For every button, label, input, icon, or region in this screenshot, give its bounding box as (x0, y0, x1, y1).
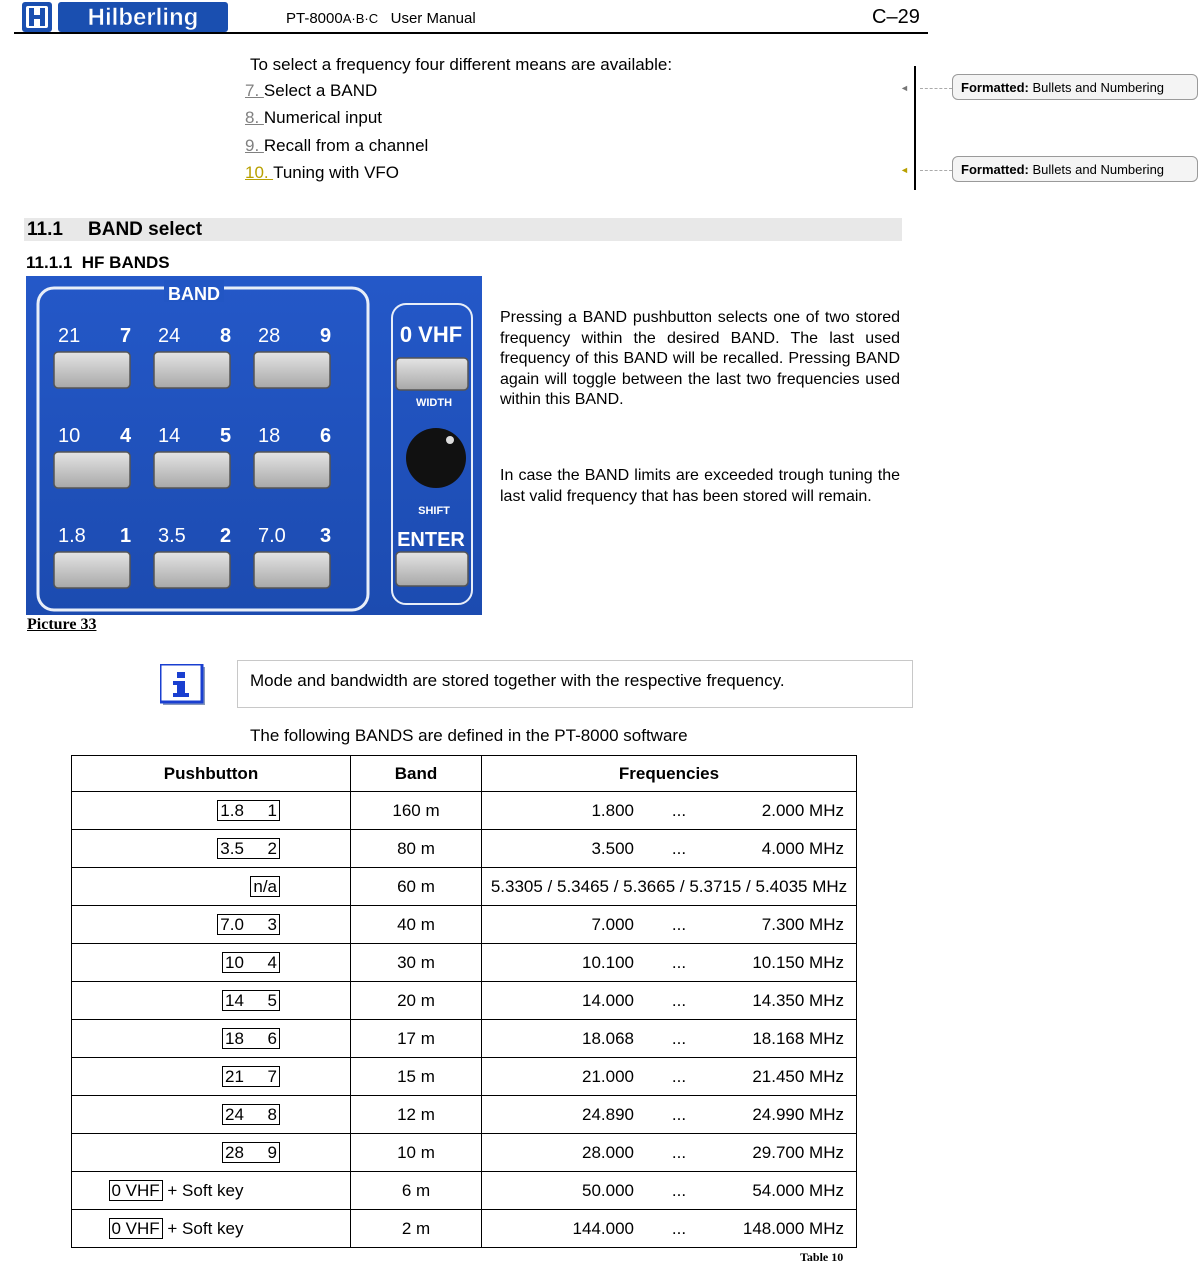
band-button-number: 6 (320, 425, 332, 447)
table-row (72, 1210, 857, 1248)
table-row (72, 906, 857, 944)
frequency-cell: 5.3305 / 5.3465 / 5.3665 / 5.3715 / 5.4035 MHz (482, 868, 857, 906)
band-panel-photo (26, 276, 482, 615)
frequency-cell (482, 1134, 857, 1172)
band-button-label: 10 (58, 425, 81, 447)
frequency-cell (482, 944, 857, 982)
pushbutton-cell (72, 868, 351, 906)
table-row (72, 1058, 857, 1096)
frequency-hi: 10.150 MHz (752, 952, 844, 972)
band-button-label: 3.5 (158, 525, 186, 547)
table-caption: Table 10 (800, 1250, 844, 1264)
band-button-number: 5 (220, 425, 232, 447)
pushbutton-cell (72, 830, 351, 868)
frequency-dots: ... (671, 838, 687, 858)
frequency-cell (482, 1096, 857, 1134)
frequency-dots: ... (671, 990, 687, 1010)
enter-button (396, 552, 468, 586)
header-pushbutton: Pushbutton (72, 756, 351, 792)
band-button (154, 552, 230, 588)
table-row (72, 944, 857, 982)
table-header-row (72, 756, 857, 792)
table-row (72, 868, 857, 906)
frequency-cell (482, 982, 857, 1020)
frequency-lo: 24.890 (582, 1104, 634, 1124)
header-frequencies: Frequencies (482, 756, 857, 792)
band-button-label: 14 (158, 425, 181, 447)
soft-key-note: + Soft key (162, 1218, 244, 1238)
band-cell: 160 m (351, 792, 482, 830)
frequency-hi: 148.000 MHz (742, 1218, 844, 1238)
soft-key-note: + Soft key (162, 1180, 244, 1200)
frequency-cell (482, 906, 857, 944)
frequency-lo: 18.068 (582, 1028, 634, 1048)
frequency-dots: ... (671, 1066, 687, 1086)
pushbutton-cell (72, 1210, 351, 1248)
keycap: 24 8 (222, 1104, 280, 1125)
frequency-cell (482, 1058, 857, 1096)
body-paragraph: In case the BAND limits are exceeded trough tuning the last valid frequency that has been stored will remain. (500, 467, 900, 505)
keycap: 10 4 (222, 952, 280, 973)
enter-label: ENTER (397, 529, 465, 551)
list-item: 7. Select a BAND (245, 81, 378, 100)
keycap: 18 6 (222, 1028, 280, 1049)
pushbutton-cell (72, 982, 351, 1020)
frequency-hi: 54.000 MHz (752, 1180, 844, 1200)
balloon-leader (920, 170, 952, 171)
band-button (254, 452, 330, 488)
frequency-lo: 3.500 (591, 838, 634, 858)
band-cell: 20 m (351, 982, 482, 1020)
band-button-label: 21 (58, 325, 81, 347)
band-button-number: 8 (220, 325, 232, 347)
header-band: Band (351, 756, 482, 792)
frequency-lo: 1.800 (591, 800, 634, 820)
keycap: 0 VHF (109, 1180, 163, 1201)
list-item: 10. Tuning with VFO (245, 163, 400, 182)
pushbutton-cell (72, 1134, 351, 1172)
frequency-hi: 2.000 MHz (761, 800, 844, 820)
frequency-cell (482, 1020, 857, 1058)
frequency-dots: ... (671, 1104, 687, 1124)
band-button-label: 24 (158, 325, 181, 347)
keycap: 1.8 1 (217, 800, 280, 821)
intro-lead: To select a frequency four different means are available: (250, 55, 673, 74)
revision-balloon[interactable]: Formatted: Bullets and Numbering (952, 156, 1198, 182)
info-icon (160, 664, 206, 706)
shift-knob (406, 428, 466, 488)
keycap: n/a (250, 876, 280, 897)
table-row (72, 982, 857, 1020)
frequency-hi: 21.450 MHz (752, 1066, 844, 1086)
frequency-lo: 10.100 (582, 952, 634, 972)
frequency-dots: ... (671, 952, 687, 972)
table-row (72, 830, 857, 868)
svg-text:Hilberling: Hilberling (87, 4, 199, 31)
band-cell: 10 m (351, 1134, 482, 1172)
band-button (154, 352, 230, 388)
list-item: 8. Numerical input (245, 108, 383, 127)
band-cell: 80 m (351, 830, 482, 868)
keycap: 21 7 (222, 1066, 280, 1087)
band-button-number: 3 (320, 525, 332, 547)
header-title: PT-8000A·B·C User Manual (286, 10, 476, 27)
table-row (72, 1096, 857, 1134)
frequency-dots: ... (671, 1142, 687, 1162)
vhf-button (396, 358, 468, 390)
section-title: BAND select (88, 219, 203, 240)
frequency-dots: ... (671, 800, 687, 820)
section-number: 11.1 (27, 219, 63, 240)
band-cell: 2 m (351, 1210, 482, 1248)
pushbutton-cell (72, 1020, 351, 1058)
pushbutton-cell (72, 792, 351, 830)
band-cell: 30 m (351, 944, 482, 982)
band-button (54, 552, 130, 588)
band-button-number: 2 (220, 525, 232, 547)
pushbutton-cell (72, 1096, 351, 1134)
hilberling-logo (22, 2, 228, 32)
band-button-label: 18 (258, 425, 281, 447)
revision-bar (914, 66, 916, 190)
frequency-hi: 18.168 MHz (752, 1028, 844, 1048)
revision-balloon[interactable]: Formatted: Bullets and Numbering (952, 74, 1198, 100)
frequency-cell (482, 1210, 857, 1248)
table-intro: The following BANDS are defined in the PT-8000 software (250, 726, 688, 745)
table-row (72, 1134, 857, 1172)
picture-caption: Picture 33 (27, 616, 97, 633)
frequency-dots: ... (671, 1028, 687, 1048)
keycap: 0 VHF (109, 1218, 163, 1239)
arrow-left-icon: ◄ (900, 165, 909, 175)
list-item: 9. Recall from a channel (245, 136, 429, 155)
pushbutton-cell (72, 1172, 351, 1210)
frequency-hi: 4.000 MHz (761, 838, 844, 858)
band-button (254, 352, 330, 388)
vhf-label: 0 VHF (399, 322, 463, 347)
body-paragraph: Pressing a BAND pushbutton selects one of two stored frequency within the desired BAND. The last used frequency of this BAND will be recalled. Pressing BAND again will toggle between the last two frequencies used within this BAND. (500, 309, 900, 408)
keycap: 7.0 3 (217, 914, 280, 935)
page-number: C–29 (872, 6, 920, 28)
table-row (72, 1020, 857, 1058)
panel-heading: BAND (168, 284, 220, 304)
table-row (72, 792, 857, 830)
frequency-hi: 14.350 MHz (752, 990, 844, 1010)
frequency-cell (482, 830, 857, 868)
keycap: 28 9 (222, 1142, 280, 1163)
band-cell: 17 m (351, 1020, 482, 1058)
shift-label: SHIFT (418, 505, 450, 517)
frequency-dots: ... (671, 914, 687, 934)
band-button-label: 28 (258, 325, 281, 347)
table-row (72, 1172, 857, 1210)
band-cell: 12 m (351, 1096, 482, 1134)
frequency-lo: 21.000 (582, 1066, 634, 1086)
pushbutton-cell (72, 944, 351, 982)
arrow-left-icon: ◄ (900, 83, 909, 93)
band-button-label: 1.8 (58, 525, 86, 547)
keycap: 3.5 2 (217, 838, 280, 859)
balloon-leader (920, 88, 952, 89)
frequency-cell (482, 792, 857, 830)
frequency-dots: ... (671, 1218, 687, 1238)
band-button-number: 7 (120, 325, 132, 347)
header-rule (14, 32, 928, 34)
frequency-lo: 50.000 (582, 1180, 634, 1200)
band-cell: 6 m (351, 1172, 482, 1210)
frequency-lo: 144.000 (572, 1218, 634, 1238)
band-cell: 40 m (351, 906, 482, 944)
pushbutton-cell (72, 1058, 351, 1096)
frequency-hi: 7.300 MHz (761, 914, 844, 934)
band-button-label: 7.0 (258, 525, 286, 547)
frequency-lo: 14.000 (582, 990, 634, 1010)
bands-table (71, 755, 857, 1248)
band-button-number: 9 (320, 325, 332, 347)
band-button (254, 552, 330, 588)
frequency-dots: ... (671, 1180, 687, 1200)
frequency-lo: 7.000 (591, 914, 634, 934)
band-button (154, 452, 230, 488)
pushbutton-cell (72, 906, 351, 944)
band-cell: 15 m (351, 1058, 482, 1096)
band-button (54, 352, 130, 388)
subsection-title: 11.1.1 HF BANDS (26, 253, 170, 272)
band-button-number: 4 (120, 425, 132, 447)
band-button-number: 1 (120, 525, 132, 547)
frequency-cell (482, 1172, 857, 1210)
width-label: WIDTH (415, 397, 453, 409)
band-cell: 60 m (351, 868, 482, 906)
frequency-hi: 24.990 MHz (752, 1104, 844, 1124)
keycap: 14 5 (222, 990, 280, 1011)
band-button (54, 452, 130, 488)
frequency-hi: 29.700 MHz (752, 1142, 844, 1162)
frequency-lo: 28.000 (582, 1142, 634, 1162)
info-note: Mode and bandwidth are stored together with the respective frequency. (237, 660, 913, 708)
